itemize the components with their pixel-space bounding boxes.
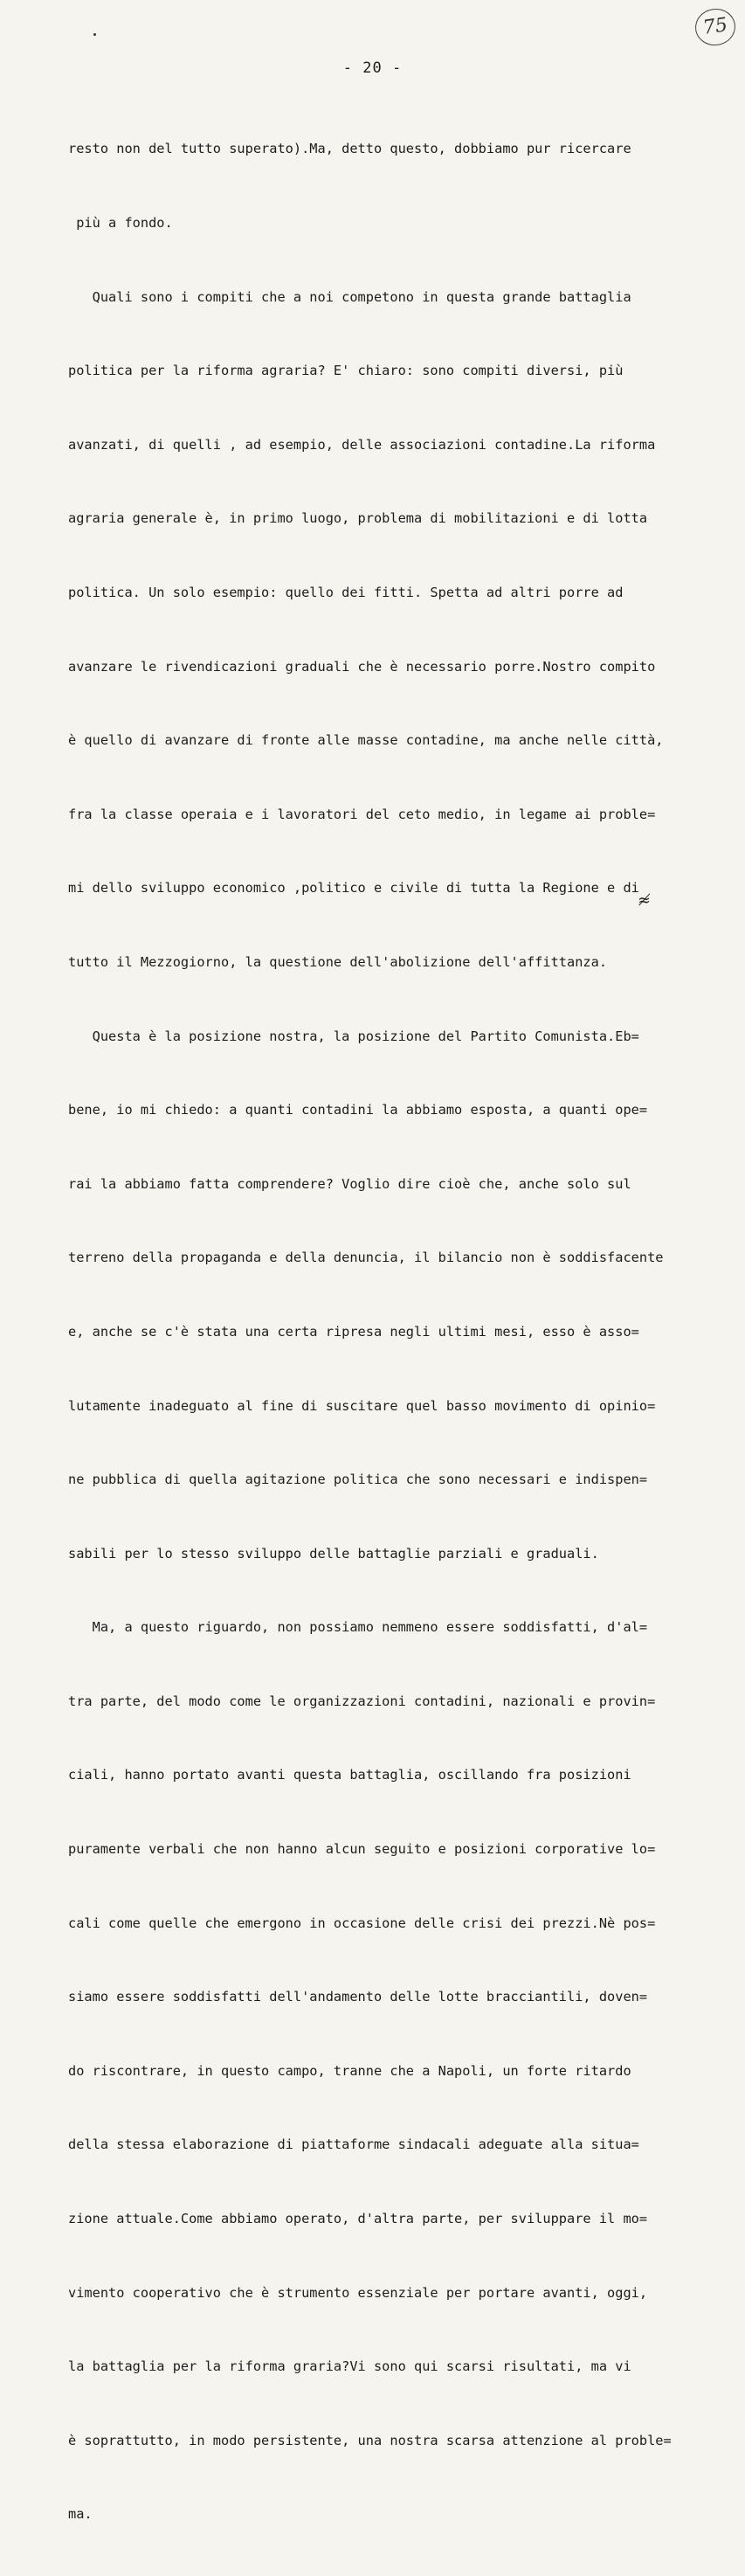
text-line: è soprattutto, in modo persistente, una nostra scarsa attenzione al proble= xyxy=(68,2432,672,2448)
ink-dot xyxy=(93,33,96,36)
text-line: politica. Un solo esempio: quello dei fitti. Spetta ad altri porre ad xyxy=(68,584,624,600)
text-line: della stessa elaborazione di piattaforme sindacali adeguate alla situa= xyxy=(68,2136,639,2153)
page-stamp: 75 xyxy=(693,6,737,48)
text-line: avanzati, di quelli , ad esempio, delle associazioni contadine.La riforma xyxy=(68,436,656,453)
text-line: vimento cooperativo che è strumento essenziale per portare avanti, oggi, xyxy=(68,2284,648,2301)
text-line: politica per la riforma agraria? E' chiaro: sono compiti diversi, più xyxy=(68,363,624,379)
text-line: resto non del tutto superato).Ma, detto questo, dobbiamo pur ricercare xyxy=(68,141,631,157)
text-line: do riscontrare, in questo campo, tranne che a Napoli, un forte ritardo xyxy=(68,2062,631,2079)
text-line: terreno della propaganda e della denuncia, il bilancio non è soddisfacente xyxy=(68,1250,664,1266)
text-line: fra la classe operaia e i lavoratori del ceto medio, in legame ai proble= xyxy=(68,806,656,822)
text-line: puramente verbali che non hanno alcun seguito e posizioni corporative lo= xyxy=(68,1841,656,1858)
text-line: avanzare le rivendicazioni graduali che è necessario porre.Nostro compito xyxy=(68,658,656,675)
text-line: ne pubblica di quella agitazione politica che sono necessari e indispen= xyxy=(68,1472,648,1488)
text-line: rai la abbiamo fatta comprendere? Voglio dire cioè che, anche solo sul xyxy=(68,1175,631,1192)
text-line: e, anche se c'è stata una certa ripresa negli ultimi mesi, esso è asso= xyxy=(68,1323,639,1340)
text-line: più a fondo. xyxy=(68,215,173,231)
text-line: ma. xyxy=(68,2506,93,2523)
text-line: Quali sono i compiti che a noi competono in questa grande battaglia xyxy=(68,288,631,305)
text-line: lutamente inadeguato al fine di suscitare quel basso movimento di opinio= xyxy=(68,1397,656,1414)
text-line: zione attuale.Come abbiamo operato, d'altra parte, per sviluppare il mo= xyxy=(68,2211,648,2227)
text-line: Questa è la posizione nostra, la posizione del Partito Comunista.Eb= xyxy=(68,1028,639,1044)
text-line: mi dello sviluppo economico ,politico e civile di tutta la Regione e di xyxy=(68,880,639,897)
text-line: ciali, hanno portato avanti questa battaglia, oscillando fra posizioni xyxy=(68,1767,631,1783)
text-line: siamo essere soddisfatti dell'andamento delle lotte bracciantili, doven= xyxy=(68,1989,648,2005)
handwritten-mark: ≉ xyxy=(638,891,652,910)
document-body xyxy=(68,87,714,2576)
text-line: la battaglia per la riforma graria?Vi sono qui scarsi risultati, ma vi xyxy=(68,2358,631,2375)
text-line: agraria generale è, in primo luogo, problema di mobilitazioni e di lotta xyxy=(68,510,648,527)
text-line: tra parte, del modo come le organizzazioni contadini, nazionali e provin= xyxy=(68,1693,656,1709)
text-line: è quello di avanzare di fronte alle masse contadine, ma anche nelle città, xyxy=(68,732,664,749)
text-line: tutto il Mezzogiorno, la questione dell'abolizione dell'affittanza. xyxy=(68,953,608,970)
text-line: cali come quelle che emergono in occasione delle crisi dei prezzi.Nè pos= xyxy=(68,1915,656,1931)
text-line: Ma, a questo riguardo, non possiamo nemmeno essere soddisfatti, d'al= xyxy=(68,1619,648,1636)
text-line: bene, io mi chiedo: a quanti contadini la abbiamo esposta, a quanti ope= xyxy=(68,1102,648,1118)
text-line: sabili per lo stesso sviluppo delle battaglie parziali e graduali. xyxy=(68,1545,599,1562)
page-number: - 20 - xyxy=(342,59,403,77)
